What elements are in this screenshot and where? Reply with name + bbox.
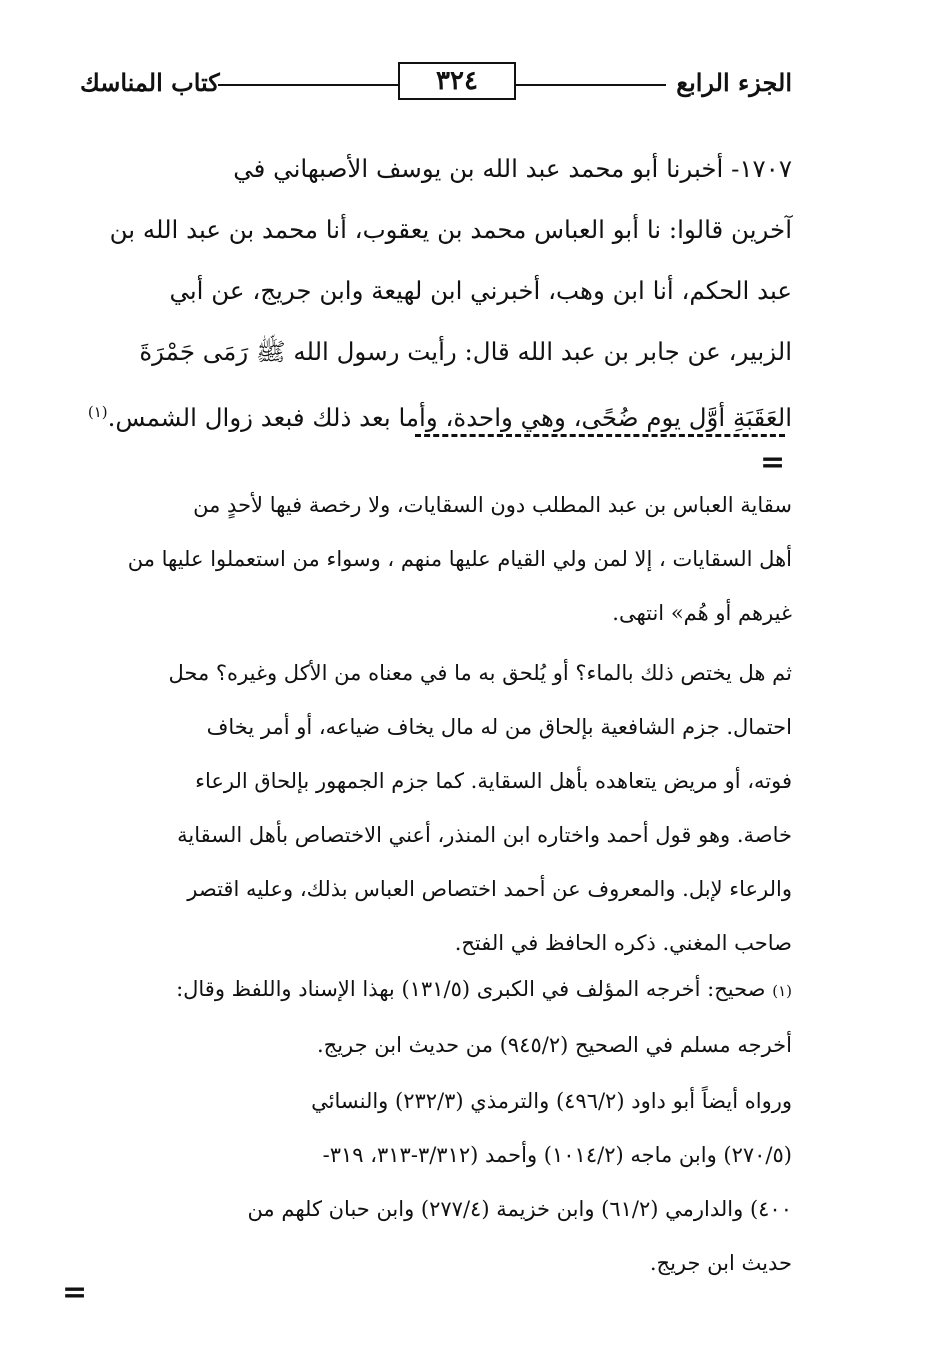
commentary-line: والرعاء لإبل. والمعروف عن أحمد اختصاص العباس بذلك، وعليه اقتصر: [187, 877, 792, 901]
header-rule-right: [516, 84, 666, 86]
commentary-line: غيرهم أو هُم» انتهى.: [612, 601, 792, 625]
commentary-line: ثم هل يختص ذلك بالماء؟ أو يُلحق به ما في معناه من الأكل وغيره؟ محل: [168, 661, 792, 685]
dashed-separator: [415, 434, 785, 437]
footnote-1-continued: [75, 1074, 792, 1290]
commentary-paragraph-2: [75, 646, 792, 970]
separator-mark: =: [760, 445, 786, 480]
book-title: كتاب المناسك: [80, 68, 220, 97]
footnote-line: أخرجه مسلم في الصحيح (٩٤٥/٢) من حديث ابن جريج.: [316, 1033, 792, 1057]
commentary-line: صاحب المغني. ذكره الحافظ في الفتح.: [454, 931, 792, 955]
footnote-line: ورواه أيضاً أبو داود (٤٩٦/٢) والترمذي (٢٣٢/٣) والنسائي: [311, 1089, 792, 1113]
volume-title: الجزء الرابع: [676, 68, 792, 97]
commentary-line: احتمال. جزم الشافعية بإلحاق من له مال يخاف ضياعه، أو أمر يخاف: [206, 715, 792, 739]
commentary-line: أهل السقايات ، إلا لمن ولي القيام عليها منهم ، وسواء من استعملوا عليها من: [127, 547, 792, 571]
commentary-line: سقاية العباس بن عبد المطلب دون السقايات، ولا رخصة فيها لأحدٍ من: [193, 493, 792, 517]
footnote-line: حديث ابن جريج.: [649, 1251, 792, 1275]
hadith-line: آخرين قالوا: نا أبو العباس محمد بن يعقوب، أنا محمد بن عبد الله بن: [109, 215, 792, 244]
page-end-mark: =: [62, 1275, 88, 1310]
footnote-line-first: [75, 962, 792, 1018]
hadith-line: ١٧٠٧- أخبرنا أبو محمد عبد الله بن يوسف الأصبهاني في: [233, 154, 792, 183]
footnote-line: صحيح: أخرجه المؤلف في الكبرى (١٣١/٥) بهذا الإسناد واللفظ وقال:: [176, 977, 766, 1001]
footnote-1: [75, 962, 792, 1072]
hadith-text: [80, 138, 792, 448]
commentary-line: خاصة. وهو قول أحمد واختاره ابن المنذر، أعني الاختصاص بأهل السقاية: [177, 823, 792, 847]
hadith-line: الزبير، عن جابر بن عبد الله قال: رأيت رسول الله ﷺ رَمَى جَمْرَةَ: [139, 337, 792, 366]
footnote-line: ٤٠٠) والدارمي (٦١/٢) وابن خزيمة (٢٧٧/٤) وابن حبان كلهم من: [247, 1197, 792, 1221]
hadith-line: عبد الحكم، أنا ابن وهب، أخبرني ابن لهيعة وابن جريج، عن أبي: [169, 276, 792, 305]
commentary-paragraph-1: [75, 478, 792, 640]
hadith-line: العَقَبَةِ أوَّل يوم ضُحًى، وهي واحدة، وأما بعد ذلك فبعد زوال الشمس.: [107, 403, 792, 433]
page-number: ٣٢٤: [398, 62, 516, 100]
header-rule-left: [218, 84, 398, 86]
commentary-line: فوته، أو مريض يتعاهده بأهل السقاية. كما جزم الجمهور بإلحاق الرعاء: [195, 769, 792, 793]
hadith-line-last: [80, 382, 792, 448]
footnote-ref: (١): [87, 403, 108, 421]
footnote-line: (٢٧٠/٥) وابن ماجه (١٠١٤/٢) وأحمد (٣/٣١٢-٣١٣، ٣١٩-: [322, 1143, 792, 1167]
page-header: [80, 62, 792, 102]
footnote-number: (١): [772, 982, 792, 1000]
